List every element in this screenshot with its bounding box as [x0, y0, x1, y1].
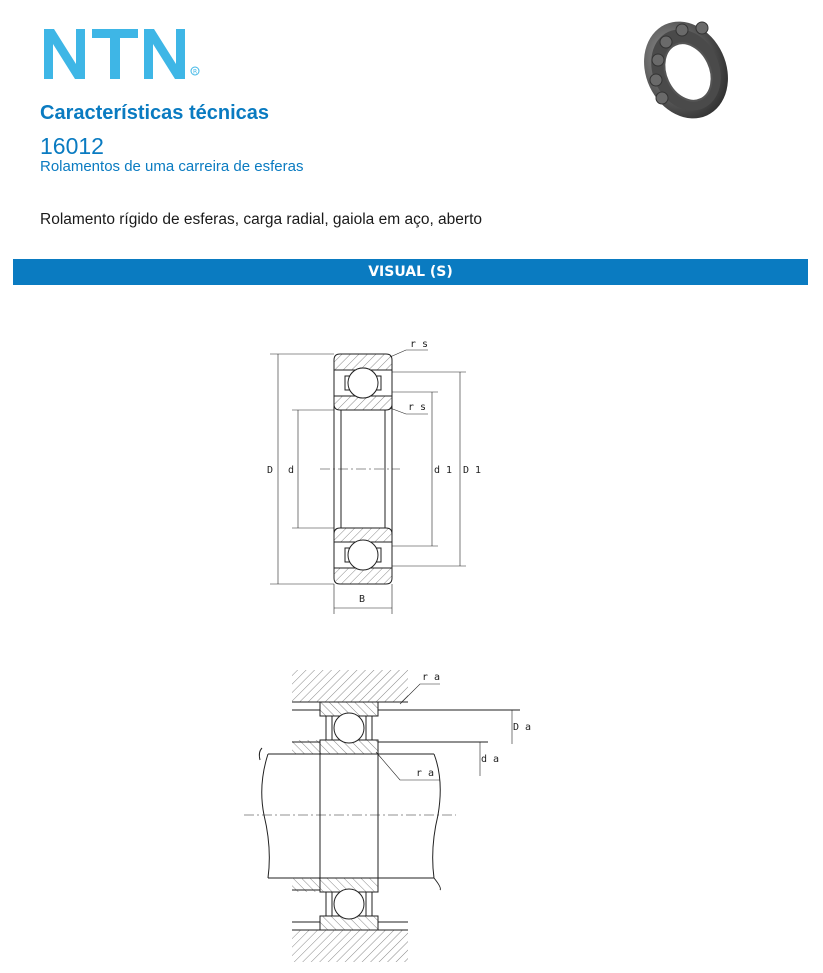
label-ra-top: r a	[422, 672, 441, 683]
part-number: 16012	[40, 133, 104, 159]
label-da: d a	[481, 754, 500, 765]
bearing-section-drawing	[270, 350, 466, 614]
label-D1: D 1	[463, 465, 482, 476]
label-d: d	[288, 465, 295, 476]
mounting-drawing	[244, 670, 520, 962]
label-D: D	[267, 465, 274, 476]
label-B: B	[359, 594, 366, 605]
label-Da: D a	[513, 722, 532, 733]
label-rs-top: r s	[410, 339, 429, 350]
label-d1: d 1	[434, 465, 453, 476]
page-title: Características técnicas	[40, 102, 270, 124]
section-header-visual: VISUAL (S)	[13, 259, 808, 285]
product-description: Rolamento rígido de esferas, carga radial, gaiola em aço, aberto	[40, 211, 482, 228]
registered-mark: R	[193, 68, 198, 76]
label-ra-mid: r a	[416, 768, 435, 779]
bottom-drawing-labels	[416, 672, 531, 779]
product-category: Rolamentos de uma carreira de esferas	[40, 158, 304, 175]
label-rs-mid: r s	[408, 402, 427, 413]
